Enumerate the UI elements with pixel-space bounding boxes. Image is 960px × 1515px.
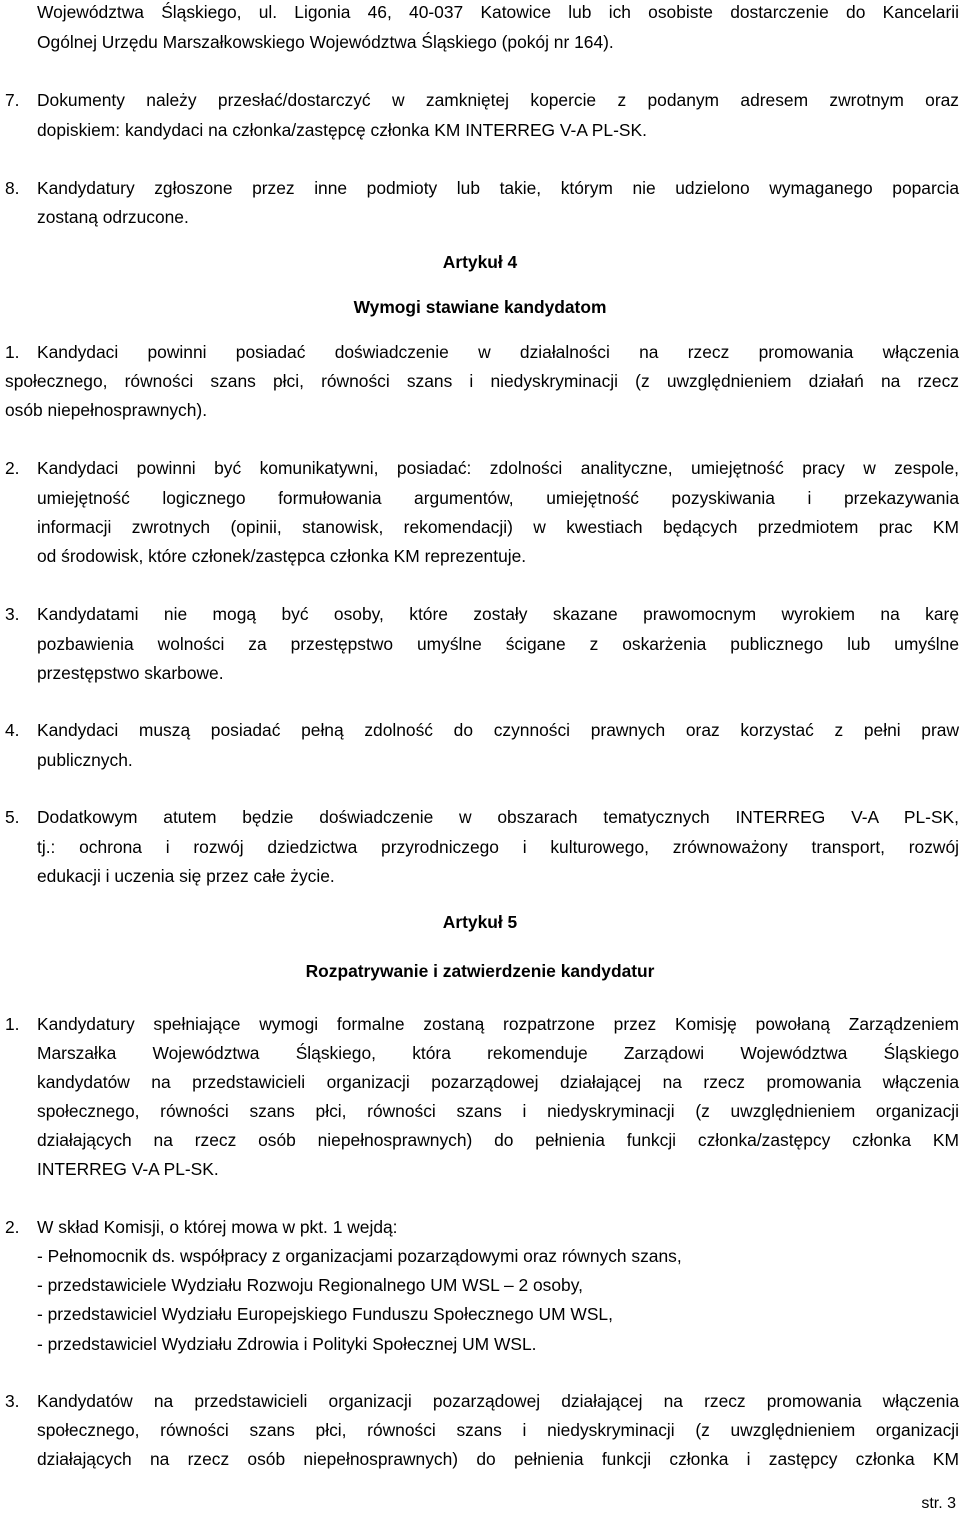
a5p1-line-4: społecznego, równości szans płci, równości szans i niedyskryminacji (z uwzględnieniem organizacji <box>37 1101 959 1121</box>
a4p3-number: 3. <box>5 604 20 624</box>
article-4-title: Artykuł 4 <box>442 252 518 272</box>
a5p2-list-item-2: - przedstawiciele Wydziału Rozwoju Regionalnego UM WSL – 2 osoby, <box>37 1275 583 1295</box>
p7-line-2: dopiskiem: kandydaci na członka/zastępcę członka KM INTERREG V-A PL-SK. <box>37 120 647 140</box>
p8-number: 8. <box>5 178 20 198</box>
p8-line-2: zostaną odrzucone. <box>37 207 189 227</box>
article-5-subtitle: Rozpatrywanie i zatwierdzenie kandydatur <box>305 961 655 981</box>
a5p2-line-1: W skład Komisji, o której mowa w pkt. 1 wejdą: <box>37 1217 398 1237</box>
a5p2-list-item-4: - przedstawiciel Wydziału Zdrowia i Polityki Społecznej UM WSL. <box>37 1334 537 1354</box>
p8-line-1: Kandydatury zgłoszone przez inne podmioty lub takie, którym nie udzielono wymaganego poparcia <box>37 178 959 198</box>
a5p1-number: 1. <box>5 1014 20 1034</box>
a4p4-number: 4. <box>5 720 20 740</box>
a4p1-line-3: osób niepełnosprawnych). <box>5 400 208 420</box>
a5p3-number: 3. <box>5 1391 20 1411</box>
a4p5-number: 5. <box>5 807 20 827</box>
p7-line-1: Dokumenty należy przesłać/dostarczyć w zamkniętej kopercie z podanym adresem zwrotnym oraz <box>37 90 959 110</box>
a4p2-number: 2. <box>5 458 20 478</box>
a4p3-line-3: przestępstwo skarbowe. <box>37 663 224 683</box>
a4p4-line-2: publicznych. <box>37 750 133 770</box>
a4p2-line-3: informacji zwrotnych (opinii, stanowisk, rekomendacji) w kwestiach będących przedmiotem prac KM <box>37 517 959 537</box>
page-number: str. 3 <box>921 1495 956 1512</box>
a4p1-line-2: społecznego, równości szans płci, równości szans i niedyskryminacji (z uwzględnieniem działań na rzecz <box>5 371 959 391</box>
a4p1-number: 1. <box>5 342 20 362</box>
a5p1-line-3: kandydatów na przedstawicieli organizacji pozarządowej działającej na rzecz promowania włączenia <box>37 1072 959 1092</box>
a5p1-line-2: Marszałka Województwa Śląskiego, która rekomenduje Zarządowi Województwa Śląskiego <box>37 1043 959 1063</box>
a4p2-line-1: Kandydaci powinni być komunikatywni, posiadać: zdolności analityczne, umiejętność pracy w zespole, <box>37 458 959 478</box>
article-5-title: Artykuł 5 <box>442 912 518 932</box>
a5p2-number: 2. <box>5 1217 20 1237</box>
a4p4-line-1: Kandydaci muszą posiadać pełną zdolność do czynności prawnych oraz korzystać z pełni praw <box>37 720 959 740</box>
intro-line-2: Ogólnej Urzędu Marszałkowskiego Województwa Śląskiego (pokój nr 164). <box>37 32 614 52</box>
a4p2-line-2: umiejętność logicznego formułowania argumentów, umiejętność pozyskiwania i przekazywania <box>37 488 959 508</box>
a4p5-line-2: tj.: ochrona i rozwój dziedzictwa przyrodniczego i kulturowego, zrównoważony transport, rozwój <box>37 837 959 857</box>
a5p3-line-1: Kandydatów na przedstawicieli organizacji pozarządowej działającej na rzecz promowania włączenia <box>37 1391 959 1411</box>
a4p5-line-1: Dodatkowym atutem będzie doświadczenie w obszarach tematycznych INTERREG V-A PL-SK, <box>37 807 959 827</box>
a4p5-line-3: edukacji i uczenia się przez całe życie. <box>37 866 335 886</box>
p7-number: 7. <box>5 90 20 110</box>
article-4-subtitle: Wymogi stawiane kandydatom <box>353 297 607 317</box>
a4p1-line-1: Kandydaci powinni posiadać doświadczenie w działalności na rzecz promowania włączenia <box>37 342 959 362</box>
a5p3-line-3: działających na rzecz osób niepełnosprawnych) do pełnienia funkcji członka i zastępcy członka KM <box>37 1449 959 1469</box>
a5p2-list-item-3: - przedstawiciel Wydziału Europejskiego Funduszu Społecznego UM WSL, <box>37 1304 613 1324</box>
a5p1-line-6: INTERREG V-A PL-SK. <box>37 1159 219 1179</box>
a5p1-line-1: Kandydatury spełniające wymogi formalne zostaną rozpatrzone przez Komisję powołaną Zarządzeniem <box>37 1014 959 1034</box>
a5p3-line-2: społecznego, równości szans płci, równości szans i niedyskryminacji (z uwzględnieniem organizacji <box>37 1420 959 1440</box>
a5p2-list-item-1: - Pełnomocnik ds. współpracy z organizacjami pozarządowymi oraz równych szans, <box>37 1246 682 1266</box>
intro-line-1: Województwa Śląskiego, ul. Ligonia 46, 40-037 Katowice lub ich osobiste dostarczenie do Kancelarii <box>37 2 959 22</box>
a4p3-line-2: pozbawienia wolności za przestępstwo umyślne ścigane z oskarżenia publicznego lub umyślne <box>37 634 959 654</box>
a5p1-line-5: działających na rzecz osób niepełnosprawnych) do pełnienia funkcji członka/zastępcy członka KM <box>37 1130 959 1150</box>
a4p2-line-4: od środowisk, które członek/zastępca członka KM reprezentuje. <box>37 546 527 566</box>
a4p3-line-1: Kandydatami nie mogą być osoby, które zostały skazane prawomocnym wyrokiem na karę <box>37 604 959 624</box>
